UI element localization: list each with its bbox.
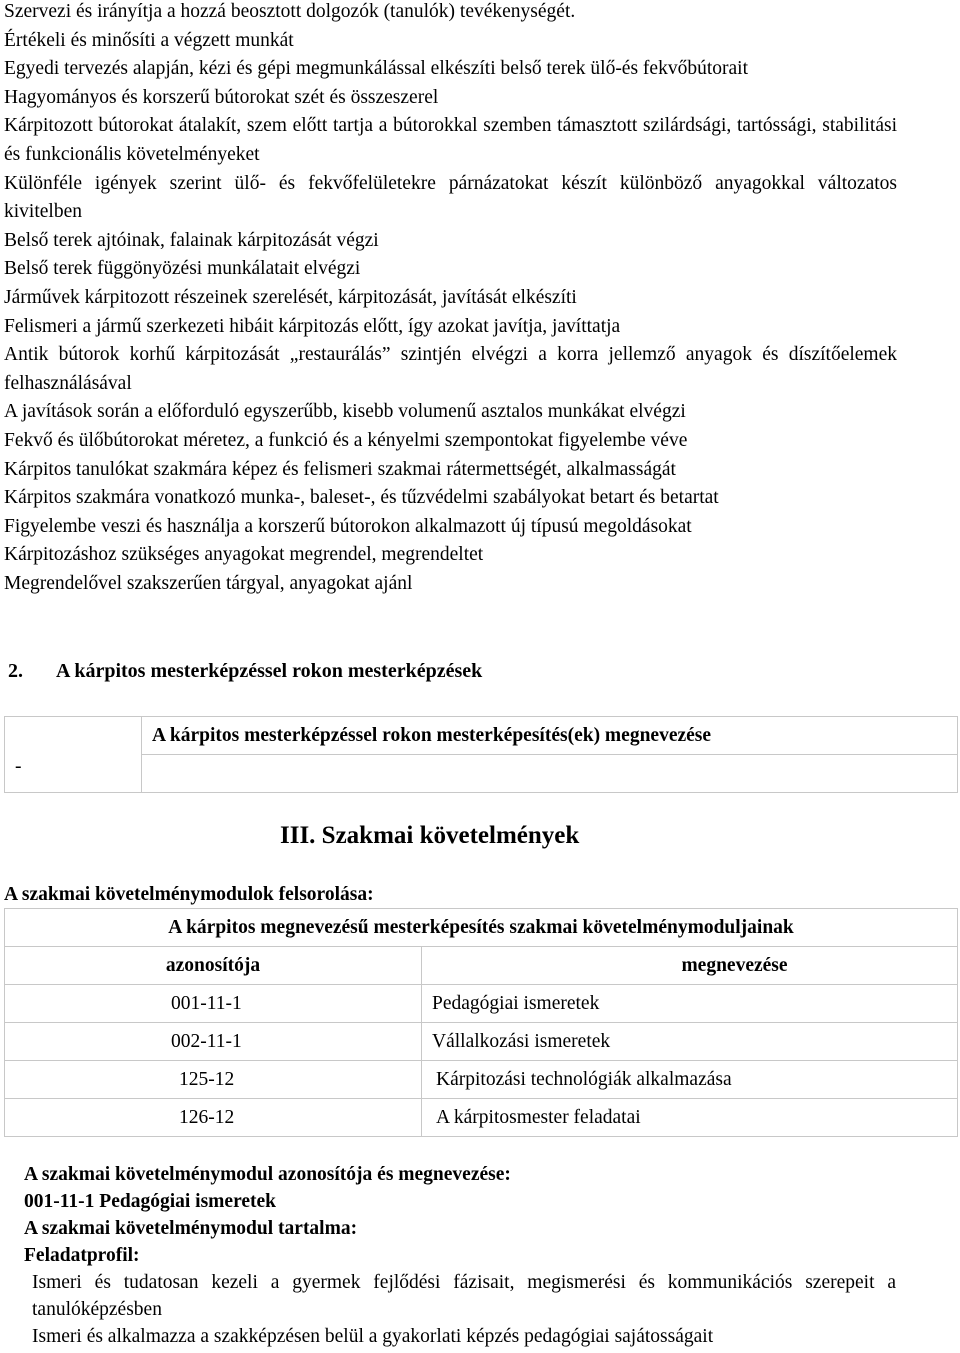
dash-cell: - <box>5 717 142 793</box>
module-name-cell: Kárpitozási technológiák alkalmazása <box>422 1061 958 1099</box>
module-id-value: 001-11-1 Pedagógiai ismeretek <box>24 1191 277 1212</box>
task-list <box>4 0 897 598</box>
column-header-name: megnevezése <box>422 947 958 985</box>
module-name-cell: Vállalkozási ismeretek <box>422 1023 958 1061</box>
module-id-cell: 002-11-1 <box>5 1023 422 1061</box>
table-row <box>5 1099 958 1137</box>
module-id-cell: 126-12 <box>5 1099 422 1137</box>
task-item: Értékeli és minősíti a végzett munkát <box>4 29 294 51</box>
section-2-title: A kárpitos mesterképzéssel rokon mesterképzések <box>56 660 483 682</box>
task-item: Figyelembe veszi és használja a korszerű bútorokon alkalmazott új típusú megoldásokat <box>4 515 692 537</box>
section-2-heading <box>8 660 482 683</box>
module-id-cell: 125-12 <box>5 1061 422 1099</box>
related-qualifications-table <box>4 716 958 793</box>
task-item: Antik bútorok korhű kárpitozását „restaurálás” szintjén elvégzi a korra jellemző anyagok és díszítőelemek felhasználásával <box>4 344 897 394</box>
task-item: Megrendelővel szakszerűen tárgyal, anyagokat ajánl <box>4 572 413 594</box>
task-item: Kárpitos tanulókat szakmára képez és felismeri szakmai rátermettségét, alkalmasságát <box>4 458 676 480</box>
table-row <box>5 1061 958 1099</box>
module-info <box>24 1161 511 1269</box>
task-item: Hagyományos és korszerű bútorokat szét és összeszerel <box>4 86 439 108</box>
column-header-id: azonosítója <box>5 947 422 985</box>
task-item: Szervezi és irányítja a hozzá beosztott dolgozók (tanulók) tevékenységét. <box>4 1 576 22</box>
module-name-cell: Pedagógiai ismeretek <box>422 985 958 1023</box>
task-item: Felismeri a jármű szerkezeti hibáit kárpitozás előtt, így azokat javítja, javíttatja <box>4 315 621 337</box>
task-item: Belső terek függönyözési munkálatait elvégzi <box>4 258 361 280</box>
module-name-cell: A kárpitosmester feladatai <box>422 1099 958 1137</box>
task-profile-label: Feladatprofil: <box>24 1245 140 1266</box>
list-item: Ismeri és tudatosan kezeli a gyermek fejlődési fázisait, megismerési és kommunikációs szerepeit a tanulóképzésben <box>32 1272 896 1320</box>
module-id-cell: 001-11-1 <box>5 985 422 1023</box>
task-item: Járművek kárpitozott részeinek szerelését, kárpitozását, javítását elkészíti <box>4 286 577 308</box>
module-table <box>4 908 958 1137</box>
task-item: Kárpitos szakmára vonatkozó munka-, baleset-, és tűzvédelmi szabályokat betart és betartat <box>4 487 719 509</box>
task-item: Fekvő és ülőbútorokat méretez, a funkció és a kényelmi szempontokat figyelembe véve <box>4 429 688 451</box>
related-table-empty-cell <box>142 755 958 793</box>
module-list-title: A szakmai követelménymodulok felsorolása: <box>4 884 374 905</box>
section-3-heading: III. Szakmai követelmények <box>280 822 580 849</box>
related-table-header: A kárpitos mesterképzéssel rokon mesterképesítés(ek) megnevezése <box>142 717 958 755</box>
module-table-caption: A kárpitos megnevezésű mesterképesítés szakmai követelménymoduljainak <box>5 909 958 947</box>
table-row <box>5 985 958 1023</box>
module-id-label: A szakmai követelménymodul azonosítója és megnevezése: <box>24 1164 511 1185</box>
task-item: A javítások során a előforduló egyszerűbb, kisebb volumenű asztalos munkákat elvégzi <box>4 401 686 423</box>
task-item: Kárpitozott bútorokat átalakít, szem előtt tartja a bútorokkal szemben támasztott szilárdsági, tartóssági, stabilitási és funkcionális követelményeket <box>4 115 897 165</box>
task-item: Különféle igények szerint ülő- és fekvőfelületekre párnázatokat készít különböző anyagokkal változatos kivitelben <box>4 172 897 223</box>
task-item: Egyedi tervezés alapján, kézi és gépi megmunkálással elkészíti belső terek ülő-és fekvőbútorait <box>4 58 748 80</box>
profile-list <box>32 1269 896 1350</box>
task-item: Kárpitozáshoz szükséges anyagokat megrendel, megrendeltet <box>4 544 484 566</box>
module-content-label: A szakmai követelménymodul tartalma: <box>24 1218 358 1239</box>
section-2-number: 2. <box>8 660 23 682</box>
table-row <box>5 1023 958 1061</box>
task-item: Belső terek ajtóinak, falainak kárpitozását végzi <box>4 229 379 251</box>
list-item: Ismeri és alkalmazza a szakképzésen belül a gyakorlati képzés pedagógiai sajátosságait <box>32 1326 714 1347</box>
